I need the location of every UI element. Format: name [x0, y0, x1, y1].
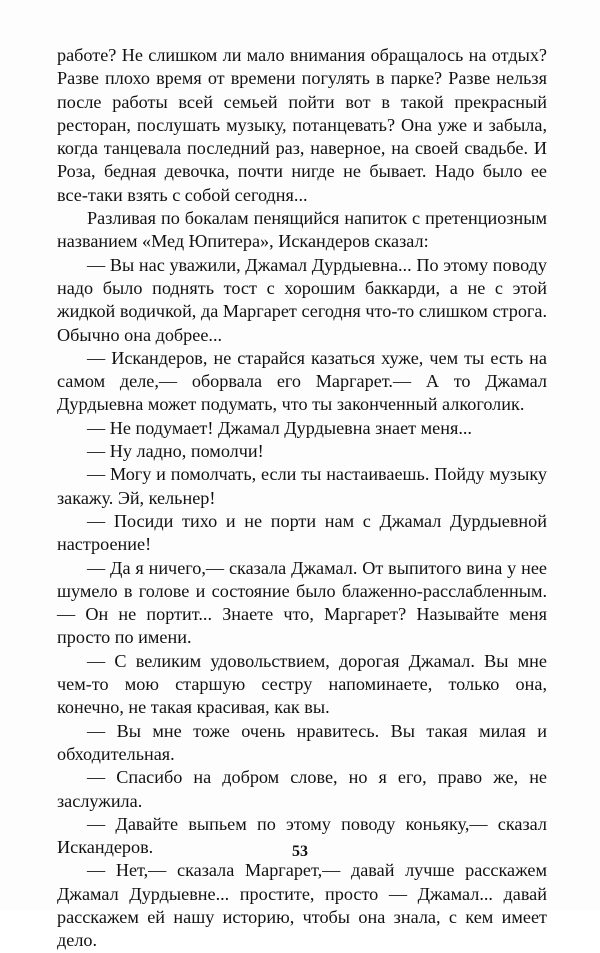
- paragraph: — Вы мне тоже очень нравитесь. Вы такая милая и обходительная.: [57, 720, 547, 764]
- paragraph: — Нет,— сказала Маргарет,— давай лучше расскажем Джамал Дурдыевне... простите, просто — Джамал... давай расскажем ей нашу историю, чтобы она знала, с кем имеет дело.: [57, 860, 547, 951]
- paragraph: — Давайте выпьем по этому поводу коньяку,— сказал Искандеров.: [57, 813, 547, 858]
- paragraph: — Посиди тихо и не порти нам с Джамал Дурдыевной настроение!: [57, 510, 547, 555]
- body-text: [57, 44, 547, 953]
- paragraph: — С великим удовольствием, дорогая Джамал. Вы мне чем-то мою старшую сестру напоминаете, только она, конечно, не такая красивая, как вы.: [57, 650, 547, 718]
- paragraph: — Ну ладно, помолчи!: [87, 441, 264, 462]
- paragraph: — Не подумает! Джамал Дурдыевна знает меня...: [87, 417, 472, 438]
- paragraph: — Могу и помолчать, если ты настаиваешь. Пойду музыку закажу. Эй, кельнер!: [57, 464, 547, 508]
- paragraph: — Спасибо на добром слове, но я его, право же, не заслужила.: [57, 767, 547, 811]
- paragraph: работе? Не слишком ли мало внимания обращалось на отдых? Разве плохо время от времени погулять в парке? Разве нельзя после работы всей семьей пойти вот в такой прекрасный ресторан, послушать музыку, потанцевать? Она уже и забыла, когда танцевала последний раз, наверное, на своей свадьбе. И Роза, бедная девочка, почти нигде не бывает. Надо было ее все-таки взять с собой сегодня...: [57, 45, 547, 205]
- paragraph: — Вы нас уважили, Джамал Дурдыевна... По этому поводу надо было поднять тост с хорошим баккарди, а не с этой жидкой водичкой, да Маргарет сегодня что-то слишком строга. Обычно она добрее...: [57, 254, 547, 345]
- paragraph: — Да я ничего,— сказала Джамал. От выпитого вина у нее шумело в голове и состояние было блаженно-расслабленным.— Он не портит... Знаете что, Маргарет? Называйте меня просто по имени.: [57, 557, 547, 648]
- page-number: 53: [292, 843, 308, 860]
- paragraph: — Искандеров, не старайся казаться хуже, чем ты есть на самом деле,— оборвала его Маргарет.— А то Джамал Дурдыевна может подумать, что ты законченный алкоголик.: [57, 347, 547, 415]
- paragraph: Разливая по бокалам пенящийся напиток с претенциозным названием «Мед Юпитера», Искандеров сказал:: [57, 208, 547, 252]
